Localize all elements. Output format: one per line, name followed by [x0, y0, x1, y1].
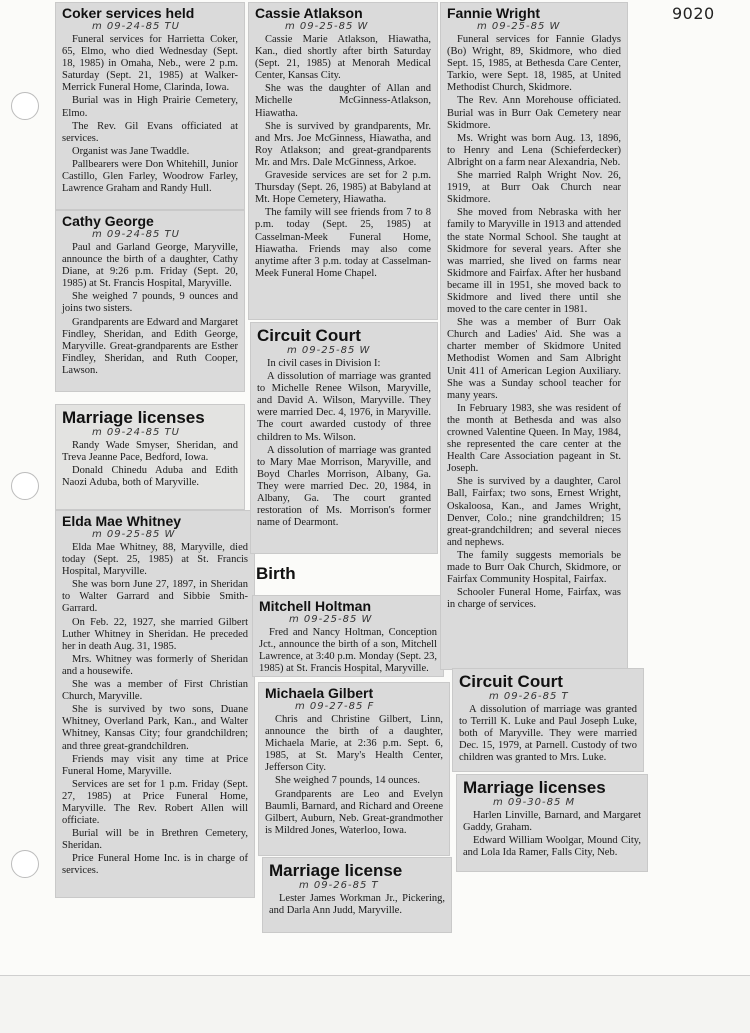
clipping-circuit-court-2 [452, 668, 644, 772]
clipping-heading: Elda Mae Whitney [62, 513, 182, 529]
clipping-heading: Fannie Wright [447, 5, 541, 21]
paragraph: Randy Wade Smyser, Sheridan, and Treva Jeanne Pace, Bedford, Iowa. [62, 440, 238, 464]
paragraph: She is survived by grandparents, Mr. and Mrs. Joe McGinness, Hiawatha, and Roy Atlakson; and great-grandparents Mr. and Mrs. Dale McGinness, Arkoe. [255, 120, 431, 168]
paragraph: A dissolution of marriage was granted to Terrill K. Luke and Paul Joseph Luke, both of Maryville. They were married Dec. 15, 1979, at Parnell. Custody of two children was granted to Mrs. Luke. [459, 704, 637, 764]
paragraph: Cassie Marie Atlakson, Hiawatha, Kan., died shortly after birth Saturday (Sept. 21, 1985) at Menorah Medical Center, Kansas City. [255, 34, 431, 82]
binder-hole [11, 850, 39, 878]
date-annotation: m 09-24-85 TU [92, 427, 180, 438]
paragraph: The Rev. Ann Morehouse officiated. Burial was in Burr Oak Cemetery near Skidmore. [447, 95, 621, 131]
paragraph: Funeral services for Harrietta Coker, 65, Elmo, who died Wednesday (Sept. 18, 1985) in Omaha, Neb., were 2 p.m. Saturday (Sept. 21, 1985) at Walker-Merrick Funeral Home, Clarinda, Iowa. [62, 34, 238, 94]
clipping-heading: Mitchell Holtman [259, 598, 372, 614]
paragraph: She was a member of Burr Oak Church and Ladies' Aid. She was a charter member of Skidmore United Methodist Women and Sam Albright Unit 411 of American Legion Auxiliary. She was a Sunday school teacher for many years. [447, 317, 621, 401]
paragraph: Services are set for 1 p.m. Friday (Sept. 27, 1985) at Price Funeral Home, Maryville. The Rev. Robert Allen will officiate. [62, 778, 248, 827]
paragraph: She moved from Nebraska with her family to Maryville in 1913 and attended the state Normal School. She taught at Skidmore for several years. After she was married, she lived on farms near Skidmore and Fairfax. After her husband became ill in 1951, she moved back to Skidmore and lived there until she moved to the care center in 1981. [447, 207, 621, 316]
paragraph: Mrs. Whitney was formerly of Sheridan and a housewife. [62, 653, 248, 677]
paragraph: She is survived by two sons, Duane Whitney, Overland Park, Kan., and Walter Whitney, Kansas City; four grandchildren; and three great-grandchildren. [62, 704, 248, 752]
clipping-circuit-court-1 [250, 322, 438, 554]
paragraph: She was born June 27, 1897, in Sheridan to Walter Garrard and Sibbie Smith-Garrard. [62, 579, 248, 615]
clipping-marriage-license-2 [262, 857, 452, 933]
paragraph: In civil cases in Division I: [267, 358, 381, 369]
date-annotation: m 09-24-85 TU [92, 229, 180, 240]
paragraph: The Rev. Gil Evans officiated at services. [62, 120, 238, 144]
paragraph: Fred and Nancy Holtman, Conception Jct., announce the birth of a son, Mitchell Lawrence, at 3:40 p.m. Monday (Sept. 23, 1985) at St. Francis Hospital, Maryville. [259, 627, 437, 675]
date-annotation: m 09-25-85 W [92, 529, 176, 540]
date-annotation: m 09-25-85 W [285, 21, 369, 32]
paragraph: She weighed 7 pounds, 14 ounces. [275, 775, 420, 787]
paragraph: Paul and Garland George, Maryville, announce the birth of a daughter, Cathy Diane, at 9:26 p.m. Friday (Sept. 20, 1985) at St. Francis Hospital, Maryville. [62, 242, 238, 290]
paragraph: Organist was Jane Twaddle. [72, 145, 190, 157]
paragraph: Burial will be in Brethren Cemetery, Sheridan. [62, 828, 248, 852]
clipping-fannie-wright [440, 2, 628, 670]
clipping-mitchell-holtman [252, 595, 444, 677]
paragraph: Donald Chinedu Aduba and Edith Naozi Aduba, both of Maryville. [62, 465, 238, 489]
paragraph: Harlen Linville, Barnard, and Margaret Gaddy, Graham. [463, 810, 641, 834]
paragraph: Chris and Christine Gilbert, Linn, announce the birth of a daughter, Michaela Marie, at 2:36 p.m. Sept. 6, 1985, at St. Mary's Health Center, Jefferson City. [265, 714, 443, 774]
clipping-heading: Cassie Atlakson [255, 5, 363, 21]
paragraph: On Feb. 22, 1927, she married Gilbert Luther Whitney in Sheridan. He preceded her in death Aug. 31, 1985. [62, 616, 248, 652]
clipping-heading: Circuit Court [459, 672, 563, 691]
paragraph: A dissolution of marriage was granted to Michelle Renee Wilson, Maryville, and David A. Wilson, Maryville. They were married Dec. 4, 1976, in Maryville. The court awarded custody of three children to Ms. Wilson. [257, 371, 431, 443]
paragraph: Ms. Wright was born Aug. 13, 1896, to Henry and Lena (Schieferdecker) Albright on a farm near Alexandria, Neb. [447, 132, 621, 168]
clipping-heading: Cathy George [62, 213, 154, 229]
binder-hole [11, 92, 39, 120]
paragraph: Friends may visit any time at Price Funeral Home, Maryville. [62, 753, 248, 777]
paragraph: The family will see friends from 7 to 8 p.m. today (Sept. 25, 1985) at Casselman-Meek Funeral Home, Hiawatha. Friends may also come anytime after 3 p.m. today at Casselman-Meek Funeral Home Chapel. [255, 207, 431, 279]
paragraph: Grandparents are Edward and Margaret Findley, Sheridan, and Edith George, Maryville. Great-grandparents are Esther Findley, Sheridan, and Ruth Cooper, Lawson. [62, 316, 238, 376]
paragraph: Pallbearers were Don Whitehill, Junior Castillo, Glen Farley, Woodrow Farley, Lawrence Graham and Randy Hull. [62, 158, 238, 195]
paragraph: Graveside services are set for 2 p.m. Thursday (Sept. 26, 1985) at Babyland at Mt. Hope Cemetery, Hiawatha. [255, 170, 431, 206]
paragraph: Burial was in High Prairie Cemetery, Elmo. [62, 95, 238, 119]
clipping-marriage-licenses-3 [456, 774, 648, 872]
paragraph: Price Funeral Home Inc. is in charge of services. [62, 853, 248, 877]
paragraph: Elda Mae Whitney, 88, Maryville, died today (Sept. 25, 1985) at St. Francis Hospital, Maryville. [62, 542, 248, 578]
date-annotation: m 09-25-85 W [477, 21, 561, 32]
paragraph: She married Ralph Wright Nov. 26, 1919, at Burr Oak Church near Skidmore. [447, 170, 621, 206]
paragraph: In February 1983, she was resident of the month at Bethesda and was also crowned Valentine Queen. In May, 1984, she represented the care center at the Health Care Association pageant in St. Joseph. [447, 402, 621, 475]
paragraph: Funeral services for Fannie Gladys (Bo) Wright, 89, Skidmore, who died Sept. 15, 1985, at Bethesda Care Center, Tarkio, were Sept. 18, 1985, at United Methodist Church, Skidmore. [447, 34, 621, 94]
date-annotation: m 09-30-85 M [493, 797, 576, 808]
paragraph: Edward William Woolgar, Mound City, and Lola Ida Ramer, Falls City, Neb. [463, 835, 641, 859]
paragraph: The family suggests memorials be made to Burr Oak Church, Skidmore, or Fairfax Community Hospital, Fairfax. [447, 549, 621, 586]
paragraph: She is survived by a daughter, Carol Ball, Fairfax; two sons, Ernest Wright, Oskaloosa, Kan., and James Wright, Denver, Colo.; nine grandchildren; 15 great-grandchildren; and several nieces and nephews. [447, 476, 621, 548]
date-annotation: m 09-26-85 T [489, 691, 569, 702]
binder-hole [11, 472, 39, 500]
clipping-heading: Marriage licenses [463, 778, 606, 797]
paragraph: She was a member of First Christian Church, Maryville. [62, 679, 248, 703]
date-annotation: m 09-27-85 F [295, 701, 375, 712]
paragraph: Schooler Funeral Home, Fairfax, was in charge of services. [447, 587, 621, 611]
birth-section-title: Birth [256, 564, 296, 583]
clipping-heading: Marriage license [269, 861, 403, 880]
date-annotation: m 09-25-85 W [289, 614, 373, 625]
paragraph: Grandparents are Leo and Evelyn Baumli, Barnard, and Richard and Oreene Gilbert, Auburn, Neb. Great-grandmother is Mildred Jones, Waterloo, Iowa. [265, 788, 443, 836]
clipping-cassie-atlakson [248, 2, 438, 320]
paragraph: She weighed 7 pounds, 9 ounces and joins two sisters. [62, 291, 238, 315]
date-annotation: m 09-25-85 W [287, 345, 371, 356]
clipping-elda-whitney [55, 510, 255, 898]
clipping-cathy-george [55, 210, 245, 392]
clipping-michaela-gilbert [258, 682, 450, 856]
paragraph: Lester James Workman Jr., Pickering, and Darla Ann Judd, Maryville. [269, 893, 445, 917]
clipping-heading: Marriage licenses [62, 408, 205, 427]
date-annotation: m 09-26-85 T [299, 880, 379, 891]
clipping-heading: Coker services held [62, 5, 195, 21]
clipping-coker [55, 2, 245, 210]
clipping-heading: Circuit Court [257, 326, 361, 345]
clipping-marriage-licenses-1 [55, 404, 245, 510]
clipping-heading: Michaela Gilbert [265, 685, 374, 701]
paragraph: She was the daughter of Allan and Michelle McGinness-Atlakson, Hiawatha. [255, 83, 431, 119]
page-number: 9020 [672, 4, 715, 23]
date-annotation: m 09-24-85 TU [92, 21, 180, 32]
paragraph: A dissolution of marriage was granted to Mary Mae Morrison, Maryville, and Boyd Charles Morrison, Albany, Ga. They were married Dec. 20, 1984, in Albany, Ga. The court granted restoration of Ms. Morrison's former name of Dearmont. [257, 444, 431, 529]
